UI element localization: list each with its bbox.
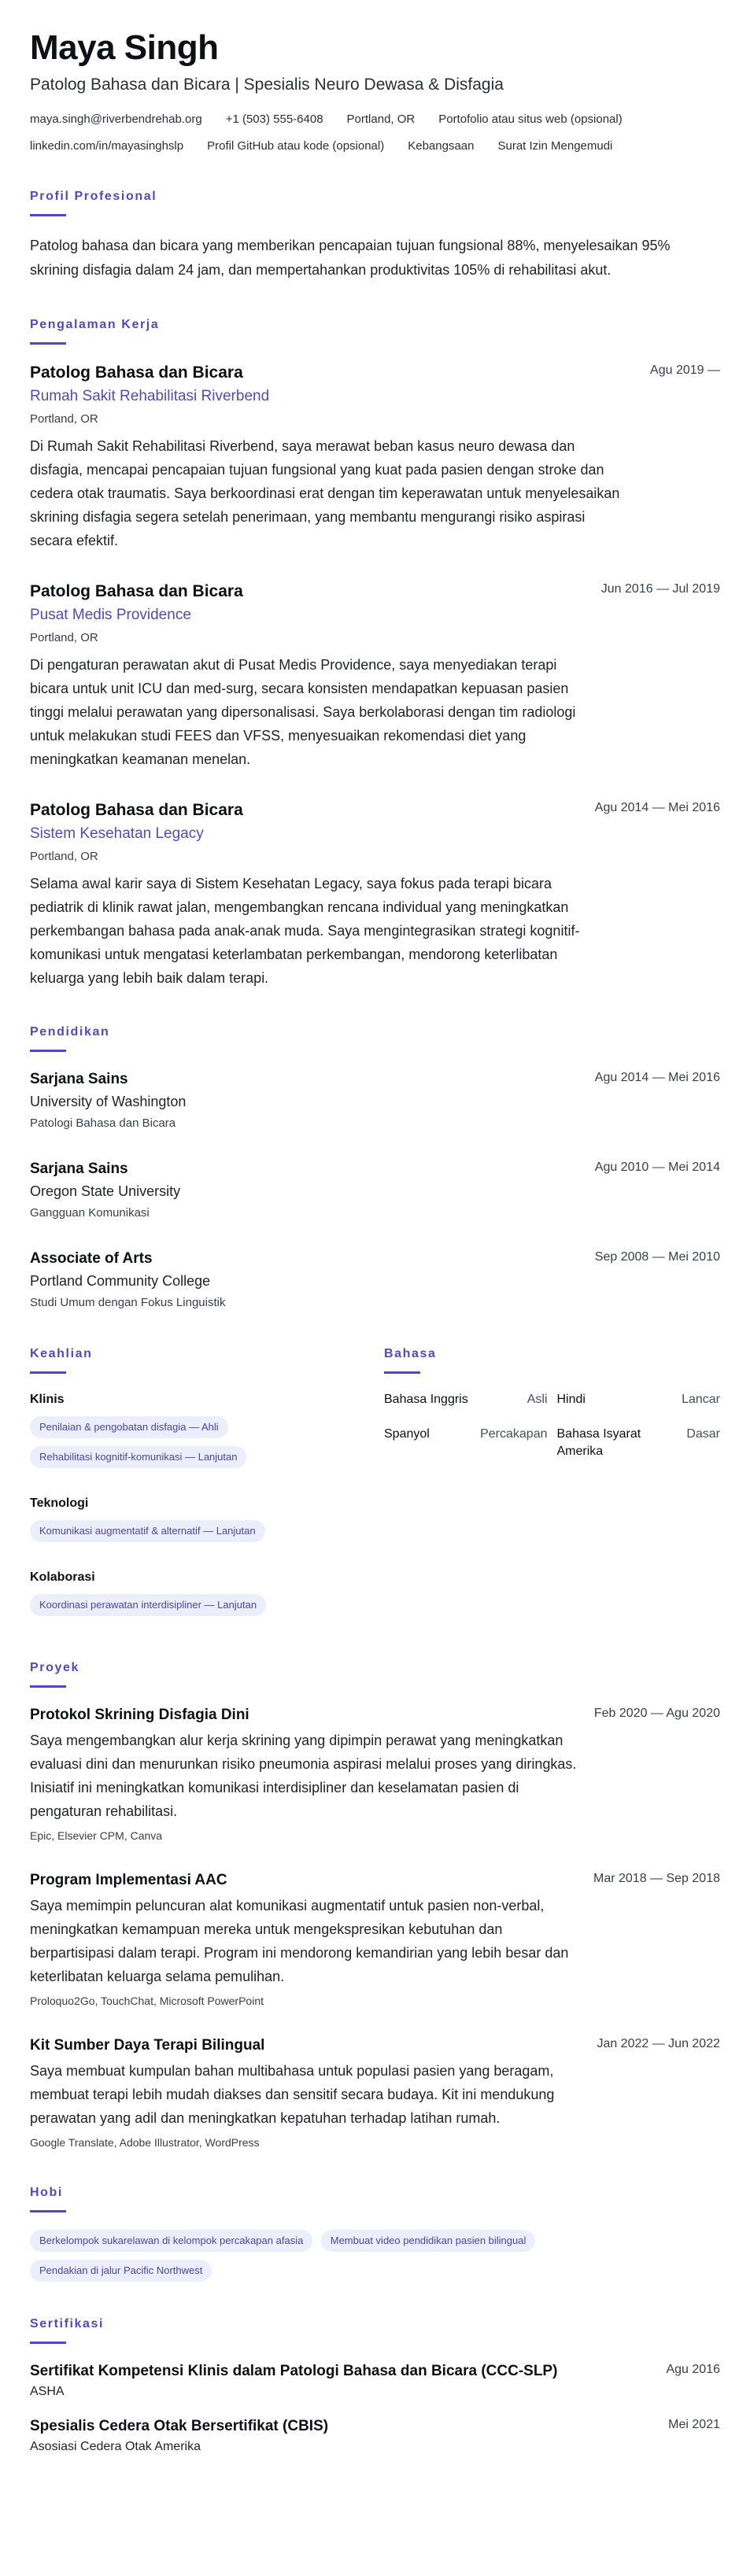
contact-list bbox=[30, 112, 720, 154]
section-title: Keahlian bbox=[30, 1347, 93, 1360]
education-degree: Sarjana Sains bbox=[30, 1161, 128, 1177]
certificate-title: Spesialis Cedera Otak Bersertifikat (CBIS) bbox=[30, 2418, 329, 2434]
section-title: Profil Profesional bbox=[30, 190, 157, 203]
skill-group-title: Kolaborasi bbox=[30, 1570, 95, 1584]
education-field: Gangguan Komunikasi bbox=[30, 1206, 150, 1220]
project-entry bbox=[30, 1870, 720, 2009]
skill-tag: Rehabilitasi kognitif-komunikasi — Lanjutan bbox=[30, 1446, 246, 1468]
education-section bbox=[30, 1024, 720, 1312]
summary-section bbox=[30, 189, 720, 282]
project-description: Saya mengembangkan alur kerja skrining yang dipimpin perawat yang meningkatkan evaluasi dini dan menurunkan risiko pneumonia aspirasi melalui proses yang diringkas. Inisiatif ini meningkatkan komunikasi interdisipliner dan keselamatan pasien di pengaturan rehabilitasi. bbox=[30, 1733, 577, 1819]
hobbies-section bbox=[30, 2185, 720, 2290]
project-description: Saya membuat kumpulan bahan multibahasa untuk populasi pasien yang beragam, membuat terapi lebih mudah diakses dan sensitif secara budaya. Kit ini mendukung perawatan yang adil dan meningkatkan kepatuhan terhadap latihan rumah. bbox=[30, 2063, 555, 2126]
job-location: Portland, OR bbox=[30, 850, 98, 863]
section-divider bbox=[30, 1050, 66, 1052]
certificate-issuer: Asosiasi Cedera Otak Amerika bbox=[30, 2440, 201, 2453]
language-name: Bahasa Inggris bbox=[384, 1393, 468, 1406]
job-dates: Jun 2016 — Jul 2019 bbox=[600, 582, 720, 596]
certificate-title: Sertifikat Kompetensi Klinis dalam Patologi Bahasa dan Bicara (CCC-SLP) bbox=[30, 2363, 558, 2379]
resume-header bbox=[30, 28, 720, 154]
contact-linkedin[interactable]: linkedin.com/in/mayasinghslp bbox=[30, 139, 184, 153]
skill-group-title: Klinis bbox=[30, 1393, 65, 1406]
work-section bbox=[30, 317, 720, 990]
projects-section bbox=[30, 1660, 720, 2150]
skills-languages-row bbox=[30, 1346, 720, 1643]
project-entry bbox=[30, 2035, 720, 2150]
job-entry bbox=[30, 362, 720, 552]
project-tools: Epic, Elsevier CPM, Canva bbox=[30, 1829, 163, 1842]
languages-section bbox=[384, 1346, 720, 1643]
skill-tag: Penilaian & pengobatan disfagia — Ahli bbox=[30, 1416, 228, 1438]
project-title: Program Implementasi AAC bbox=[30, 1872, 227, 1888]
job-description: Di Rumah Sakit Rehabilitasi Riverbend, saya merawat beban kasus neuro dewasa dan disfagia, mencapai pencapaian tujuan fungsional yang kuat pada pasien dengan stroke dan cedera otak traumatis. Saya berkoordinasi erat dengan tim keperawatan untuk menyelesaikan skrining disfagia segera setelah penerimaan, yang membantu mengurangi risiko aspirasi secara efektif. bbox=[30, 438, 620, 548]
skill-group-title: Teknologi bbox=[30, 1497, 89, 1510]
education-school: University of Washington bbox=[30, 1094, 187, 1109]
candidate-headline: Patolog Bahasa dan Bicara | Spesialis Neuro Dewasa & Disfagia bbox=[30, 76, 504, 94]
contact-portfolio[interactable]: Portofolio atau situs web (opsional) bbox=[438, 113, 623, 126]
contact-drivers-license: Surat Izin Mengemudi bbox=[497, 139, 613, 153]
skill-group bbox=[30, 1495, 384, 1550]
job-company: Rumah Sakit Rehabilitasi Riverbend bbox=[30, 388, 270, 404]
language-level: Dasar bbox=[686, 1427, 720, 1441]
education-entry bbox=[30, 1249, 720, 1312]
skill-group bbox=[30, 1569, 384, 1624]
language-name: Bahasa Isyarat Amerika bbox=[556, 1427, 641, 1458]
contact-nationality: Kebangsaan bbox=[408, 139, 475, 153]
skills-section bbox=[30, 1346, 384, 1643]
skill-group bbox=[30, 1391, 384, 1476]
certificate-issuer: ASHA bbox=[30, 2385, 65, 2398]
education-dates: Sep 2008 — Mei 2010 bbox=[594, 1250, 720, 1264]
job-location: Portland, OR bbox=[30, 412, 98, 426]
skill-tag: Komunikasi augmentatif & alternatif — Lanjutan bbox=[30, 1520, 265, 1542]
education-school: Portland Community College bbox=[30, 1273, 211, 1289]
section-divider bbox=[30, 214, 66, 216]
project-title: Protokol Skrining Disfagia Dini bbox=[30, 1707, 249, 1723]
section-title: Pendidikan bbox=[30, 1025, 110, 1039]
language-list bbox=[384, 1391, 720, 1460]
language-level: Asli bbox=[526, 1393, 548, 1406]
language-item bbox=[384, 1391, 548, 1408]
job-title: Patolog Bahasa dan Bicara bbox=[30, 364, 243, 382]
education-entry bbox=[30, 1069, 720, 1132]
language-level: Percakapan bbox=[480, 1427, 548, 1441]
job-location: Portland, OR bbox=[30, 631, 98, 644]
section-title: Hobi bbox=[30, 2186, 63, 2199]
section-title: Bahasa bbox=[384, 1347, 437, 1360]
section-title: Pengalaman Kerja bbox=[30, 318, 160, 331]
language-level: Lancar bbox=[682, 1393, 720, 1406]
certificates-section bbox=[30, 2316, 720, 2456]
hobby-tag: Pendakian di jalur Pacific Northwest bbox=[30, 2260, 212, 2282]
certificate-entry bbox=[30, 2361, 720, 2401]
section-title: Sertifikasi bbox=[30, 2317, 105, 2331]
education-field: Studi Umum dengan Fokus Linguistik bbox=[30, 1296, 226, 1309]
job-company: Sistem Kesehatan Legacy bbox=[30, 825, 204, 842]
contact-email[interactable]: maya.singh@riverbendrehab.org bbox=[30, 113, 202, 126]
section-divider bbox=[30, 2210, 66, 2212]
language-name: Spanyol bbox=[384, 1427, 430, 1441]
certificate-date: Mei 2021 bbox=[668, 2418, 720, 2431]
job-title: Patolog Bahasa dan Bicara bbox=[30, 801, 243, 819]
project-tools: Proloquo2Go, TouchChat, Microsoft PowerPoint bbox=[30, 1995, 264, 2007]
contact-phone[interactable]: +1 (503) 555-6408 bbox=[225, 113, 323, 126]
job-entry bbox=[30, 799, 720, 990]
language-name: Hindi bbox=[556, 1393, 586, 1406]
education-degree: Sarjana Sains bbox=[30, 1071, 128, 1087]
language-item bbox=[557, 1426, 721, 1460]
certificate-date: Agu 2016 bbox=[666, 2363, 720, 2376]
section-divider bbox=[30, 1371, 66, 1374]
job-dates: Agu 2014 — Mei 2016 bbox=[594, 801, 720, 814]
language-item bbox=[557, 1391, 721, 1408]
project-description: Saya memimpin peluncuran alat komunikasi augmentatif untuk pasien non-verbal, meningkatkan kemampuan mereka untuk mengekspresikan kebutuhan dan berpartisipasi dalam terapi. Program ini mendorong kemandirian yang lebih besar dan keterlibatan keluarga selama pemulihan. bbox=[30, 1898, 569, 1984]
language-item bbox=[384, 1426, 548, 1460]
job-title: Patolog Bahasa dan Bicara bbox=[30, 582, 243, 600]
education-entry bbox=[30, 1159, 720, 1222]
education-dates: Agu 2010 — Mei 2014 bbox=[594, 1161, 720, 1174]
job-dates: Agu 2019 — bbox=[650, 364, 720, 377]
contact-location: Portland, OR bbox=[346, 113, 416, 126]
education-field: Patologi Bahasa dan Bicara bbox=[30, 1116, 176, 1130]
contact-github[interactable]: Profil GitHub atau kode (opsional) bbox=[207, 139, 385, 153]
project-entry bbox=[30, 1705, 720, 1843]
job-description: Selama awal karir saya di Sistem Kesehatan Legacy, saya fokus pada terapi bicara pediatrik di klinik rawat jalan, mengembangkan rencana individual yang meningkatkan perkembangan bahasa pada anak-anak muda. Saya mengintegrasikan strategi kognitif-komunikasi untuk mengatasi keterlambatan perkembangan, mendorong keterlibatan keluarga yang lebih baik dalam terapi. bbox=[30, 876, 580, 986]
candidate-name: Maya Singh bbox=[30, 28, 219, 67]
hobby-tag: Berkelompok sukarelawan di kelompok percakapan afasia bbox=[30, 2230, 312, 2252]
hobby-tag: Membuat video pendidikan pasien bilingual bbox=[321, 2230, 536, 2252]
skill-tag: Koordinasi perawatan interdisipliner — Lanjutan bbox=[30, 1594, 266, 1616]
job-entry bbox=[30, 581, 720, 771]
summary-text: Patolog bahasa dan bicara yang memberikan pencapaian tujuan fungsional 88%, menyelesaikan 95% skrining disfagia dalam 24 jam, dan mempertahankan produktivitas 105% di rehabilitasi akut. bbox=[30, 238, 671, 278]
section-divider bbox=[30, 1685, 66, 1688]
project-dates: Feb 2020 — Agu 2020 bbox=[593, 1707, 720, 1720]
section-divider bbox=[384, 1371, 420, 1374]
education-dates: Agu 2014 — Mei 2016 bbox=[594, 1071, 720, 1084]
project-dates: Mar 2018 — Sep 2018 bbox=[593, 1872, 720, 1885]
job-description: Di pengaturan perawatan akut di Pusat Medis Providence, saya menyediakan terapi bicara untuk unit ICU dan med-surg, secara konsisten mendapatkan kepuasan pasien tinggi melalui perawatan yang dipersonalisasi. Saya berkolaborasi dengan tim radiologi untuk melakukan studi FEES dan VFSS, menyesuaikan rekomendasi diet yang meningkatkan keamanan menelan. bbox=[30, 657, 576, 767]
education-school: Oregon State University bbox=[30, 1183, 181, 1199]
section-divider bbox=[30, 342, 66, 345]
project-tools: Google Translate, Adobe Illustrator, WordPress bbox=[30, 2136, 260, 2149]
job-company: Pusat Medis Providence bbox=[30, 607, 191, 623]
education-degree: Associate of Arts bbox=[30, 1250, 153, 1267]
certificate-entry bbox=[30, 2416, 720, 2456]
project-dates: Jan 2022 — Jun 2022 bbox=[597, 2037, 720, 2050]
section-title: Proyek bbox=[30, 1661, 79, 1674]
project-title: Kit Sumber Daya Terapi Bilingual bbox=[30, 2037, 265, 2054]
section-divider bbox=[30, 2342, 66, 2344]
